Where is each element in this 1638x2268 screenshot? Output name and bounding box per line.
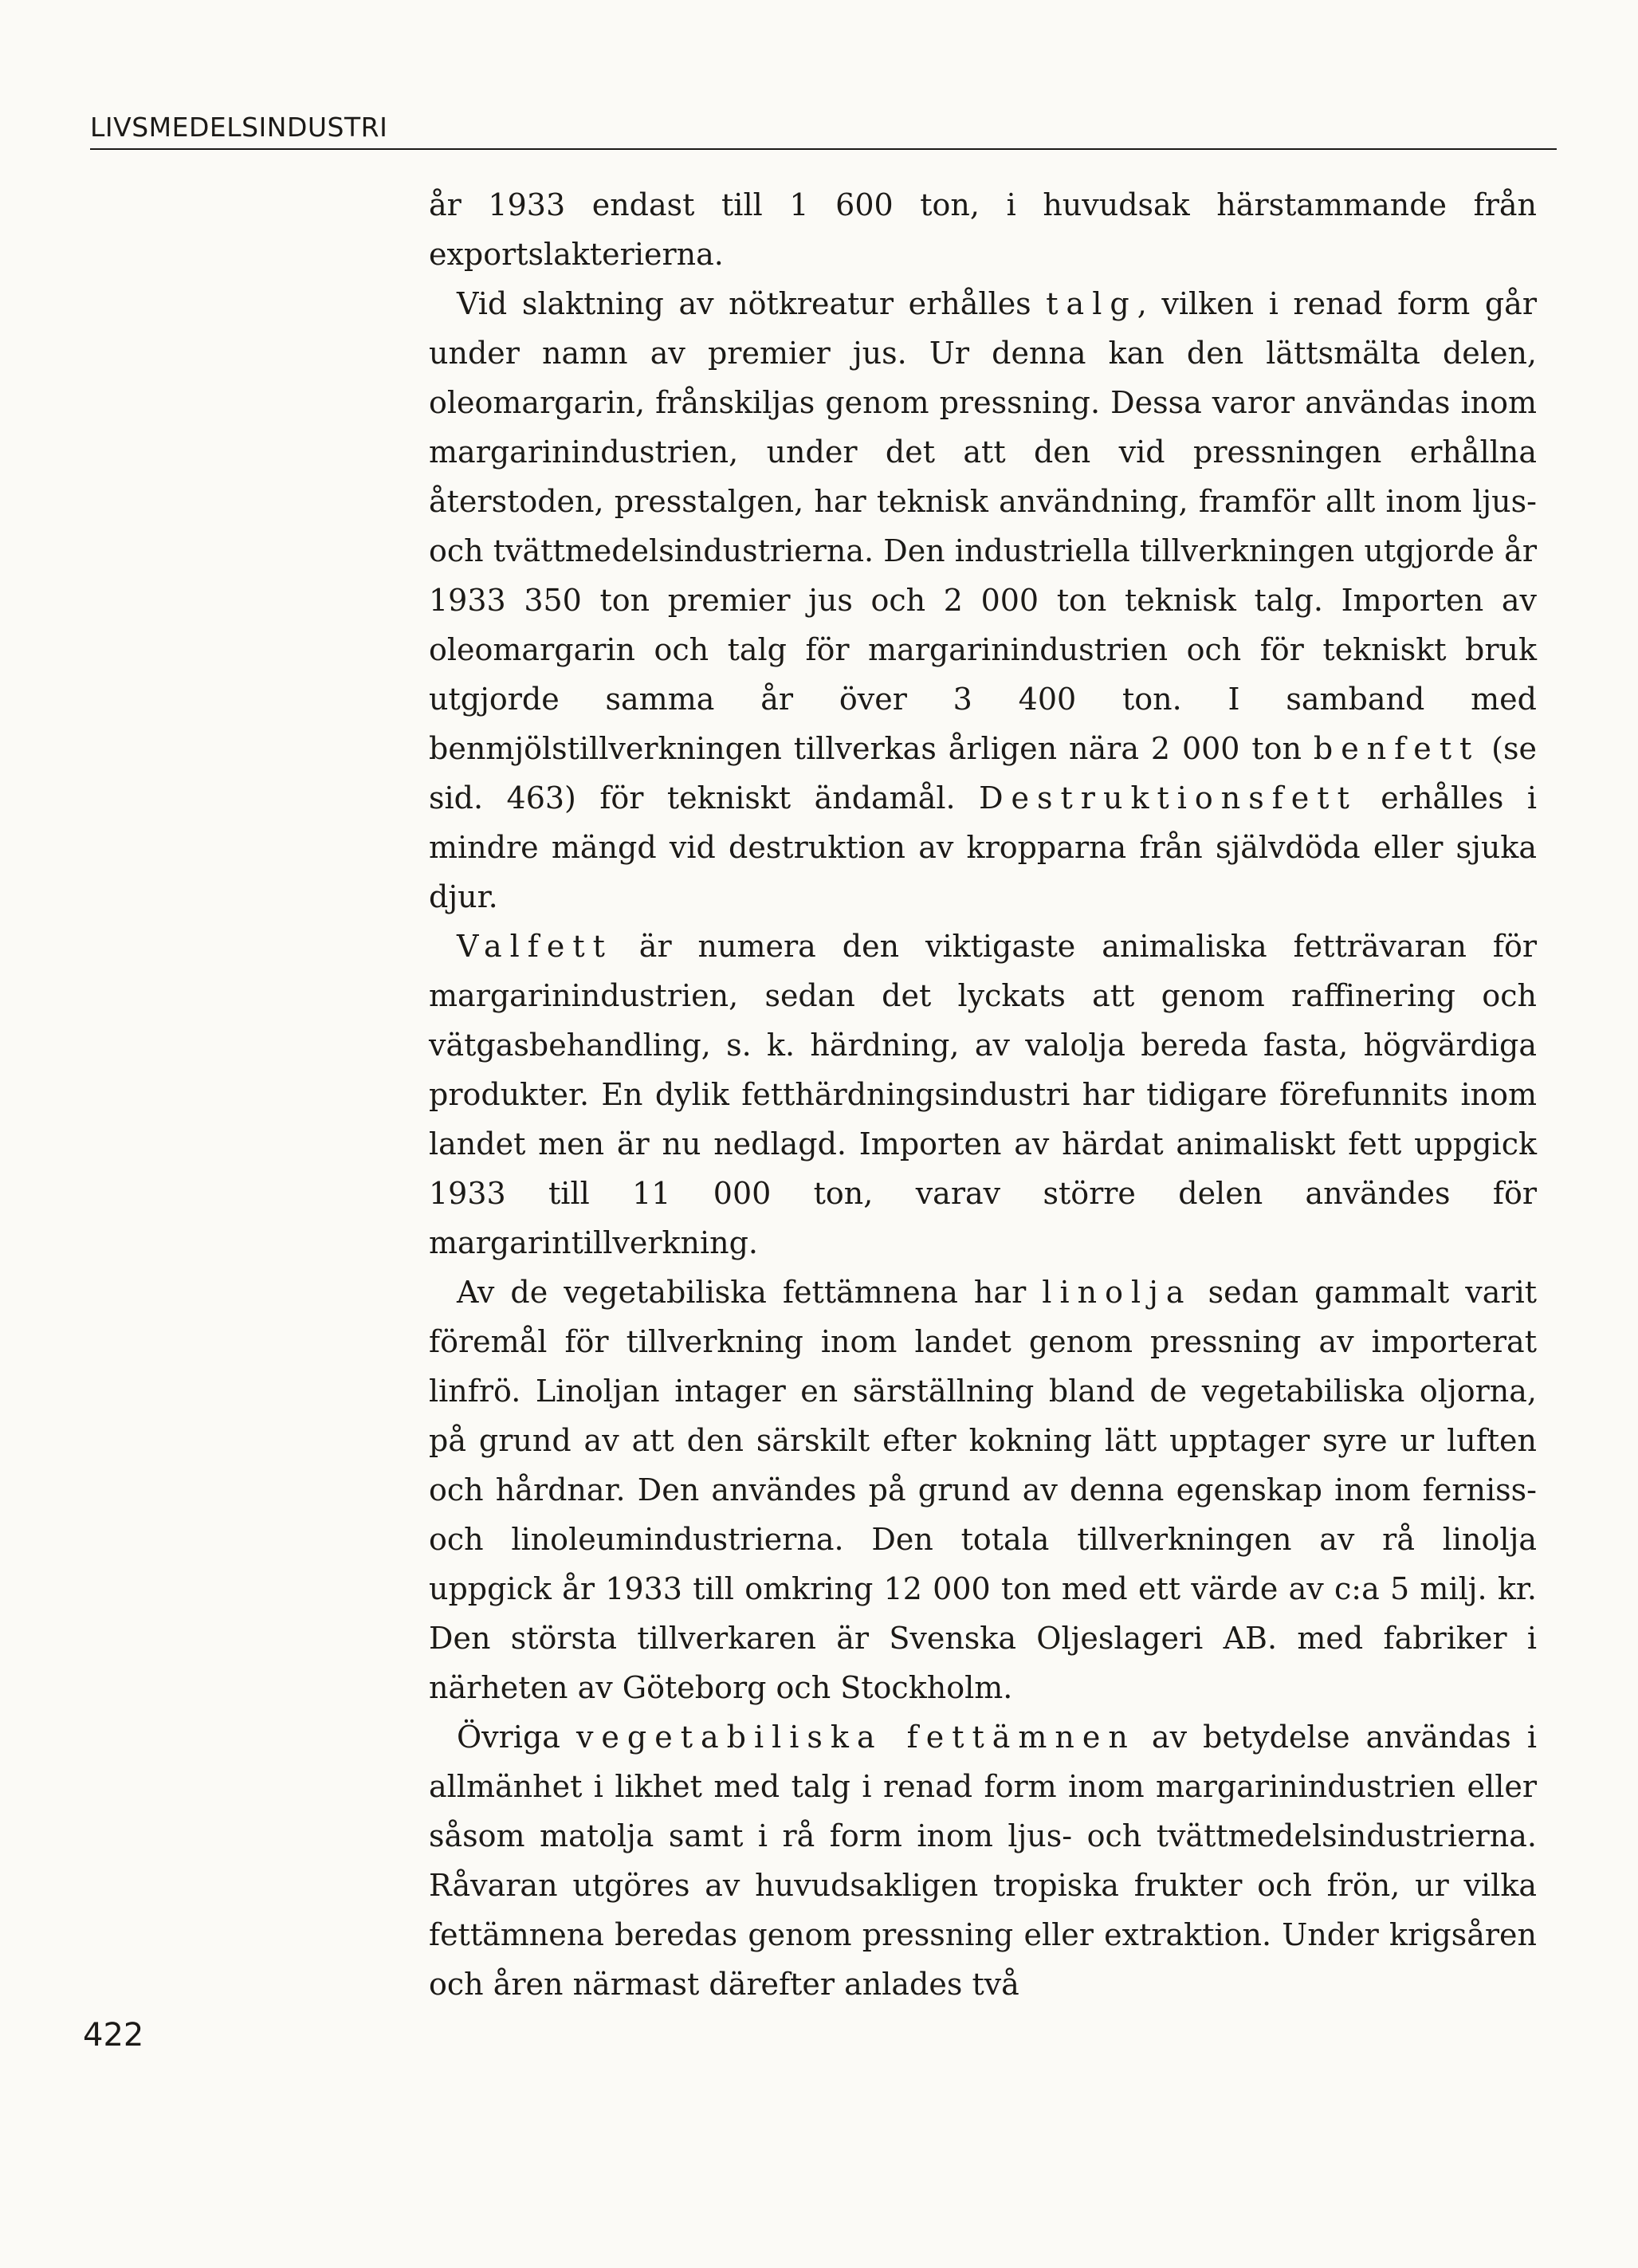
paragraph-5-text: Övriga [457,1720,576,1755]
term-talg: talg [1046,286,1137,321]
term-linolja: linolja [1042,1275,1192,1310]
paragraph-2 [429,279,1537,922]
header-rule [90,148,1557,150]
term-benfett: benfett [1313,731,1480,766]
page-number: 422 [83,2017,144,2054]
term-valfett: Valfett [457,929,613,964]
paragraph-4-text: sedan gammalt varit föremål för tillverkning inom landet genom pressning av importerat linfrö. Linoljan intager en särställning bland de vegetabiliska oljorna, på grund av att den särskilt efter kokning lätt upptager syre ur luften och hårdnar. Den användes på grund av denna egenskap inom ferniss- och linoleumindustrierna. Den totala tillverkningen av rå linolja uppgick år 1933 till omkring 12 000 ton med ett värde av c:a 5 milj. kr. Den största tillverkaren är Svenska Oljeslageri AB. med fabriker i närheten av Göteborg och Stockholm. [429,1275,1537,1705]
paragraph-4 [429,1268,1537,1712]
paragraph-4-text: Av de vegetabiliska fettämnena har [457,1275,1043,1310]
paragraph-3-text: är numera den viktigaste animaliska fetträvaran för margarinindustrien, sedan det lyckats att genom raffinering och vätgasbehandling, s. k. härdning, av valolja bereda fasta, högvärdiga produkter. En dylik fetthärdningsindustri har tidigare förefunnits inom landet men är nu nedlagd. Importen av härdat animaliskt fett uppgick 1933 till 11 000 ton, varav större delen användes för margarintillverkning. [429,929,1537,1260]
paragraph-2-text: , vilken i renad form går under namn av premier jus. Ur denna kan den lättsmälta delen, oleomargarin, frånskiljas genom pressning. Dessa varor användas inom margarinindustrien, under det att den vid pressningen erhållna återstoden, presstalgen, har teknisk användning, framför allt inom ljus- och tvättmedelsindustrierna. Den industriella tillverkningen utgjorde år 1933 350 ton premier jus och 2 000 ton teknisk talg. Importen av oleomargarin och talg för margarinindustrien och för tekniskt bruk utgjorde samma år över 3 400 ton. I samband med benmjölstillverkningen tillverkas årligen nära 2 000 ton [429,286,1537,766]
paragraph-5-text: av betydelse användas i allmänhet i likhet med talg i renad form inom margarinindustrien eller såsom matolja samt i rå form inom ljus- och tvättmedelsindustrierna. Råvaran utgöres av huvudsakligen tropiska frukter och frön, ur vilka fettämnena beredas genom pressning eller extraktion. Under krigsåren och åren närmast därefter anlades två [429,1720,1537,2002]
paragraph-1-text: år 1933 endast till 1 600 ton, i huvudsak härstammande från exportslakterierna. [429,187,1537,272]
term-vegetabiliska-fettamnen: vegetabiliska fettämnen [575,1720,1136,1755]
body-text [429,180,1537,2009]
paragraph-2-text: (se sid. 463) för tekniskt ändamål. [429,731,1537,816]
term-destruktionsfett: Destruktionsfett [979,780,1357,816]
paragraph-5 [429,1712,1537,2009]
paragraph-1 [429,180,1537,279]
paragraph-2-text: Vid slaktning av nötkreatur erhålles [457,286,1047,321]
paragraph-2-text: erhålles i mindre mängd vid destruktion av kropparna från självdöda eller sjuka djur. [429,780,1537,914]
running-title: LIVSMEDELSINDUSTRI [90,112,388,143]
paragraph-3 [429,922,1537,1268]
